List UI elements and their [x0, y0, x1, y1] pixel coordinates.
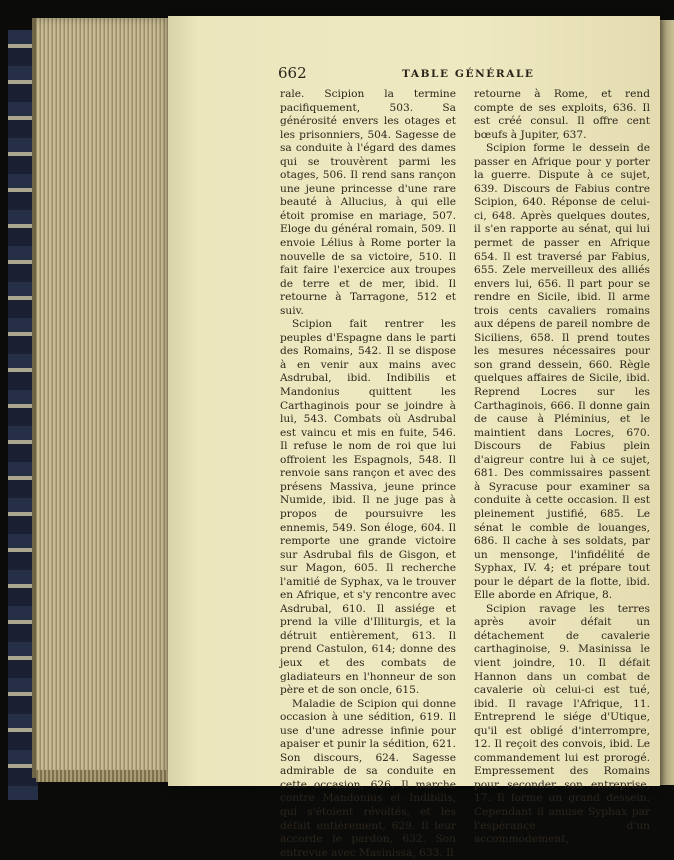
right-paragraph-1: retourne à Rome, et rend compte de ses exploits, 636. Il est créé consul. Il offre cent bœufs à Jupiter, 637. — [474, 88, 650, 141]
right-column — [474, 88, 650, 847]
page-number: 662 — [278, 64, 307, 82]
page-block-edge — [32, 18, 174, 778]
left-paragraph-2: Scipion fait rentrer les peuples d'Espagne dans le parti des Romains, 542. Il se dispose à en venir aux mains avec Asdrubal, ibid. Indibilis et Mandonius quittent les Carthaginois pour se joindre à lui, 543. Combats où Asdrubal est vaincu et mis en fuite, 546. Il refuse le nom de roi que lui offroient les Espagnols, 548. Il renvoie sans rançon et avec des présens Massiva, jeune prince Numide, ibid. Il ne juge pas à propos de poursuivre les ennemis, 549. Son éloge, 604. Il remporte une grande victoire sur Asdrubal fils de Gisgon, et sur Magon, 605. Il recherche l'amitié de Syphax, va le trouver en Afrique, et s'y rencontre avec Asdrubal, 610. Il assiége et prend la ville d'Illiturgis, et la détruit entièrement, 613. Il prend Castulon, 614; donne des jeux et des combats de gladiateurs en l'honneur de son père et de son oncle, 615. — [280, 318, 456, 697]
left-paragraph-1: rale. Scipion la termine pacifiquement, 503. Sa générosité envers les otages et les prisonniers, 504. Sagesse de sa conduite à l'égard des dames qui se trouvèrent parmi les otages, 506. Il rend sans rançon une jeune princesse d'une rare beauté à Allucius, à qui elle étoit promise en mariage, 507. Eloge du général romain, 509. Il envoie Lélius à Rome porter la nouvelle de sa victoire, 510. Il fait faire l'exercice aux troupes de terre et de mer, ibid. Il retourne à Tarragone, 512 et suiv. — [280, 88, 456, 317]
page-header — [278, 64, 650, 84]
right-paragraph-2: Scipion forme le dessein de passer en Afrique pour y porter la guerre. Dispute à ce sujet, 639. Discours de Fabius contre Scipion, 640. Réponse de celui-ci, 648. Après quelques doutes, il s'en rapporte au sénat, qui lui permet de passer en Afrique 654. Il est traversé par Fabius, 655. Zele merveilleux des alliés envers lui, 656. Il part pour se rendre en Sicile, ibid. Il arme trois cents cavaliers romains aux dépens de pareil nombre de Siciliens, 658. Il prend toutes les mesures nécessaires pour son grand dessein, 660. Règle quelques affaires de Sicile, ibid. Reprend Locres sur les Carthaginois, 666. Il donne gain de cause à Pléminius, et le maintient dans Locres, 670. Discours de Fabius plein d'aigreur contre lui à ce sujet, 681. Des commissaires passent à Syracuse pour examiner sa conduite à cette occasion. Il est pleinement justifié, 685. Le sénat le comble de louanges, 686. Il cache à ses soldats, par un mensonge, l'infidélité de Syphax, IV. 4; et prépare tout pour le départ de la flotte, ibid. Elle aborde en Afrique, 8. — [474, 142, 650, 602]
page-block-bottom — [36, 770, 176, 782]
running-title: TABLE GÉNÉRALE — [402, 68, 535, 80]
left-column — [280, 88, 456, 860]
left-paragraph-3: Maladie de Scipion qui donne occasion à une sédition, 619. Il use d'une adresse infinie pour apaiser et punir la sédition, 621. Son discours, 624. Sagesse admirable de sa conduite en cette occasion, 626. Il marche contre Mandonius et Indibilis, qui s'étoient révoltés, et les défait entièrement, 629. Il leur accorde le pardon, 632. Son entrevue avec Masinissa, 633. Il — [280, 697, 456, 859]
right-paragraph-3: Scipion ravage les terres après avoir défait un détachement de cavalerie carthaginoise, 9. Masinissa le vient joindre, 10. Il défait Hannon dans un combat de cavalerie où celui-ci est tué, ibid. Il ravage l'Afrique, 11. Entreprend le siége d'Utique, qu'il est obligé d'interrompre, 12. Il reçoit des convois, ibid. Le commandement lui est prorogé. Empressement des Romains pour seconder son entreprise, 17. Il forme un grand dessein. Cependant il amuse Syphax par l'espérance d'un accommodement, — [474, 602, 650, 846]
